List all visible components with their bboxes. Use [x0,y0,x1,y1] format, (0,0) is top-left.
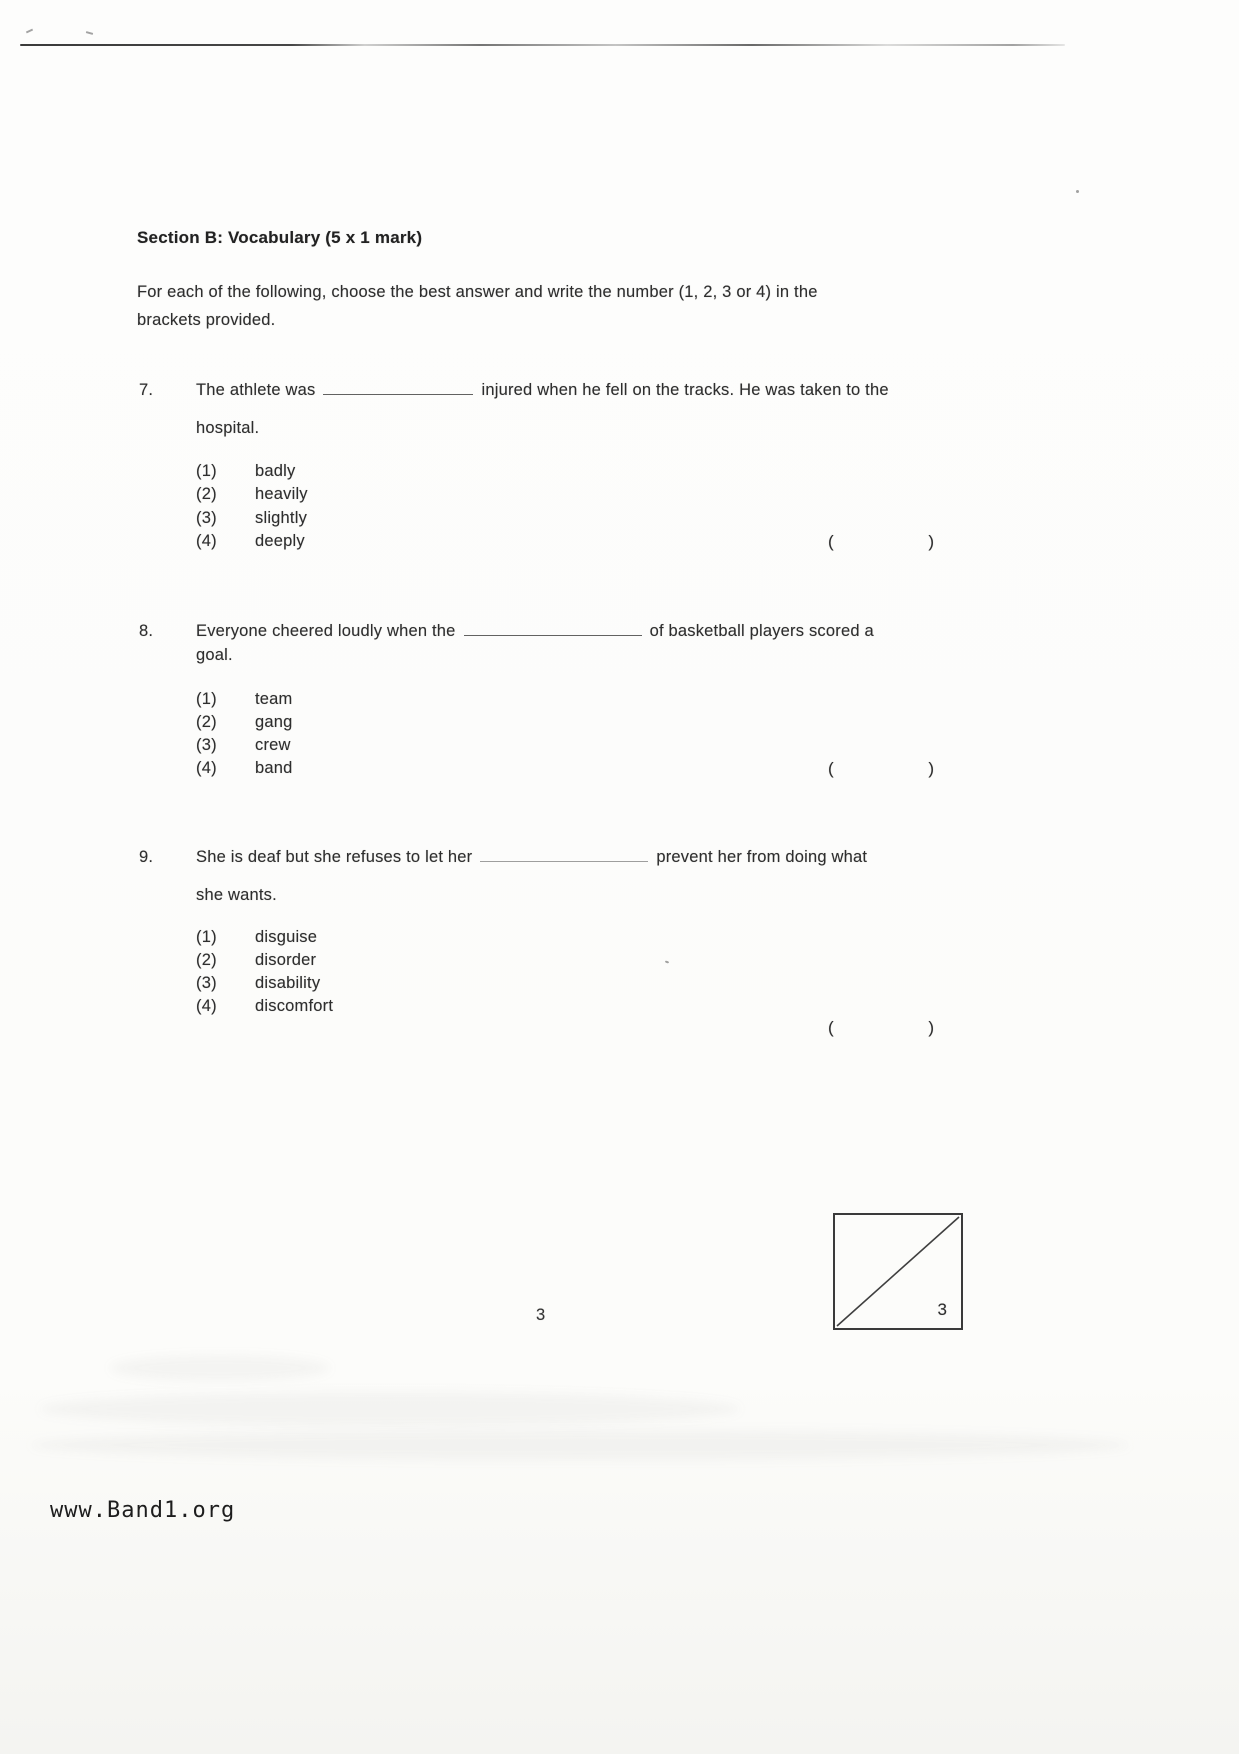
option-number: (4) [196,759,217,777]
scan-artifact [86,31,93,35]
question-8-line-1 [139,622,874,642]
watermark-url: www.Band1.org [50,1498,236,1523]
question-7-option-2 [196,485,308,505]
option-label: disorder [255,951,317,969]
question-7-answer-blank [323,381,473,395]
option-number: (2) [196,485,217,503]
option-label: band [255,759,293,777]
question-7-line-2: hospital. [196,419,260,437]
question-8-answer-brackets [828,759,934,779]
option-label: gang [255,713,293,731]
option-number: (4) [196,532,217,550]
bracket-open: ( [828,532,834,551]
question-7-answer-brackets [828,532,934,552]
option-label: badly [255,462,296,480]
question-9-answer-brackets [828,1018,934,1038]
question-9-option-4 [196,997,333,1017]
option-label: discomfort [255,997,334,1015]
question-8-option-4 [196,759,293,779]
question-7-option-3 [196,509,307,529]
question-8-text-after-blank: of basketball players scored a [649,622,874,640]
option-number: (1) [196,462,217,480]
bracket-close: ) [928,532,934,551]
question-8-option-3 [196,736,291,756]
scan-speck [1076,190,1079,193]
question-8-text-before-blank: Everyone cheered loudly when the [196,622,456,640]
question-8-answer-blank [464,622,642,636]
instructions-line-1: For each of the following, choose the best answer and write the number (1, 2, 3 or 4) in the [137,283,818,301]
question-7-text-before-blank: The athlete was [196,381,316,399]
option-label: disability [255,974,321,992]
question-9-line-2: she wants. [196,886,277,904]
option-number: (3) [196,509,217,527]
question-7-number: 7. [139,381,154,399]
option-label: slightly [255,509,308,527]
option-label: heavily [255,485,308,503]
option-label: disguise [255,928,318,946]
question-8-option-2 [196,713,293,733]
page-number: 3 [536,1306,546,1324]
question-8-number: 8. [139,622,154,640]
scan-smudge [40,1392,740,1426]
bracket-close: ) [928,1018,934,1037]
option-number: (2) [196,951,217,969]
question-9-line-1 [139,848,867,868]
question-7-line-1 [139,381,889,401]
marks-value: 3 [937,1300,947,1319]
bracket-close: ) [928,759,934,778]
question-9-option-2 [196,951,316,971]
instructions-line-2: brackets provided. [137,311,276,329]
scan-artifact [26,29,33,34]
marks-box [833,1213,963,1330]
scan-smudge [30,1430,1130,1460]
scan-smudge [110,1355,330,1381]
scan-speck [665,960,669,963]
section-title: Section B: Vocabulary (5 x 1 mark) [137,228,423,247]
option-label: deeply [255,532,305,550]
question-9-option-1 [196,928,317,948]
question-7-option-1 [196,462,295,482]
option-number: (1) [196,928,217,946]
option-number: (2) [196,713,217,731]
page-top-rule [20,44,1065,46]
question-7-text-after-blank: injured when he fell on the tracks. He was taken to the [481,381,889,399]
bracket-open: ( [828,1018,834,1037]
question-9-answer-blank [480,848,648,862]
question-7-option-4 [196,532,305,552]
question-9-option-3 [196,974,320,994]
question-8-line-2: goal. [196,646,233,664]
bracket-open: ( [828,759,834,778]
instructions [137,278,947,334]
question-8-option-1 [196,690,292,710]
option-number: (4) [196,997,217,1015]
question-9-number: 9. [139,848,154,866]
question-9-text-before-blank: She is deaf but she refuses to let her [196,848,473,866]
option-number: (1) [196,690,217,708]
question-9-text-after-blank: prevent her from doing what [656,848,868,866]
option-label: crew [255,736,291,754]
option-label: team [255,690,293,708]
option-number: (3) [196,974,217,992]
option-number: (3) [196,736,217,754]
